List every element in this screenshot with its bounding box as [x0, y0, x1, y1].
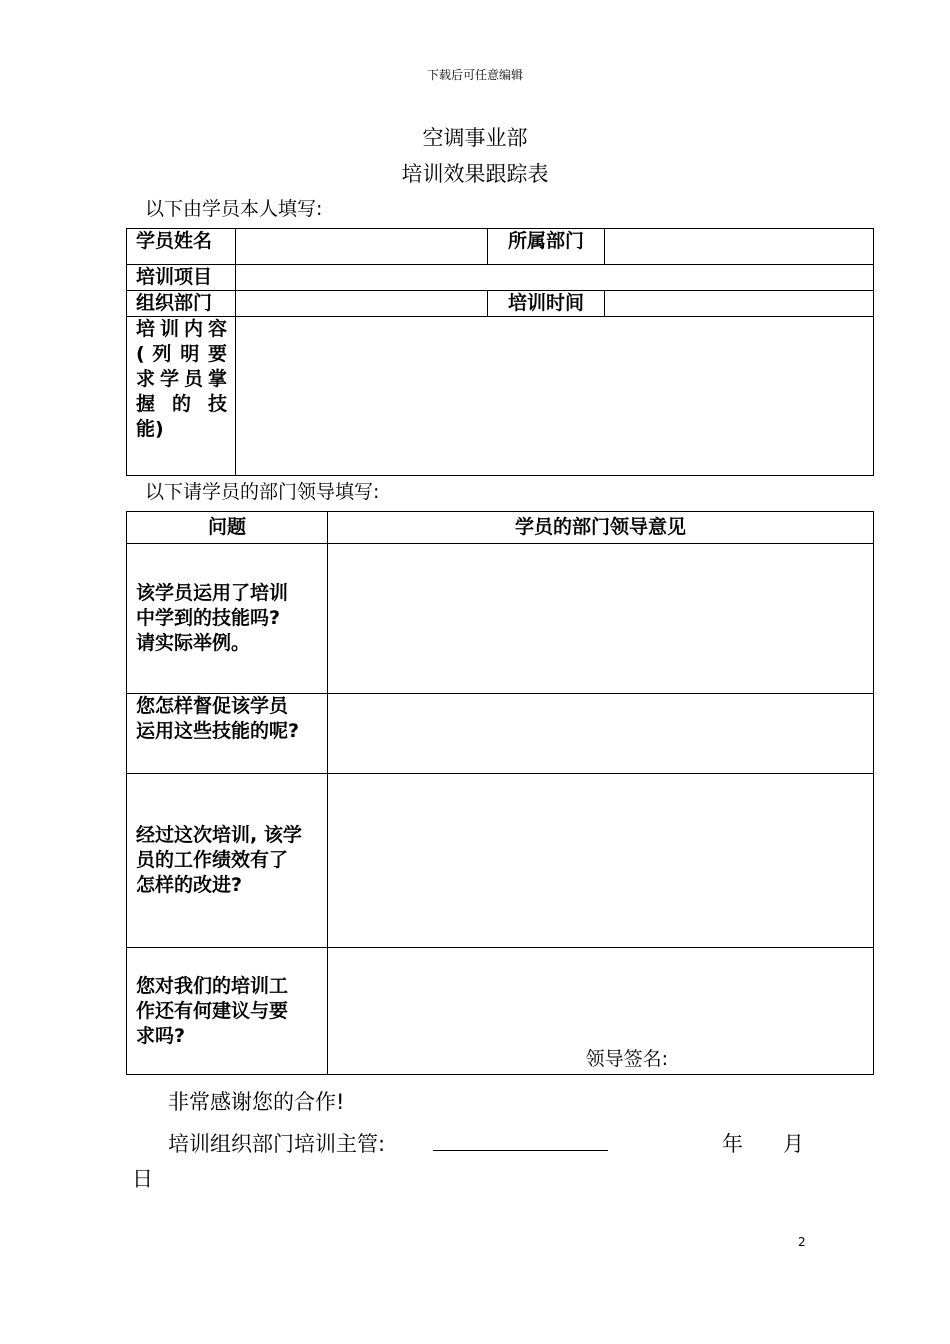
training-time-label: 培训时间	[488, 291, 605, 317]
answer-4-field[interactable]	[328, 948, 874, 1075]
content-label-line3: 求学员掌	[136, 368, 227, 390]
question-1	[127, 544, 328, 694]
student-name-field[interactable]	[236, 229, 488, 265]
title-department: 空调事业部	[422, 126, 528, 150]
header-note: 下载后可任意编辑	[426, 68, 523, 82]
content-label-line4: 握 的 技	[136, 393, 227, 415]
answer-3-field[interactable]	[328, 774, 874, 948]
opinion-header: 学员的部门领导意见	[328, 512, 874, 544]
q4-line2: 作还有何建议与要	[136, 999, 289, 1022]
content-label-line2: ( 列 明 要	[136, 343, 227, 365]
training-content-label	[127, 317, 236, 476]
title-form: 培训效果跟踪表	[401, 162, 549, 186]
q3-line2: 员的工作绩效有了	[136, 849, 289, 871]
q1-line2: 中学到的技能吗?	[136, 607, 281, 629]
organizing-dept-field[interactable]	[236, 291, 488, 317]
page-number: 2	[798, 1235, 806, 1249]
student-info-table	[126, 228, 874, 476]
answer-1-field[interactable]	[328, 544, 874, 694]
q4-line3: 求吗?	[136, 1024, 186, 1047]
student-name-label: 学员姓名	[127, 229, 236, 265]
section2-label: 以下请学员的部门领导填写:	[145, 481, 380, 503]
training-time-field[interactable]	[605, 291, 874, 317]
department-field[interactable]	[605, 229, 874, 265]
q2-line2: 运用这些技能的呢?	[136, 720, 300, 742]
training-content-field[interactable]	[236, 317, 874, 476]
question-header: 问题	[127, 512, 328, 544]
question-4	[127, 948, 328, 1075]
supervisor-label: 培训组织部门培训主管:	[168, 1132, 386, 1156]
training-project-field[interactable]	[236, 265, 874, 291]
section1-label: 以下由学员本人填写:	[145, 198, 323, 220]
content-label-line5: 能)	[136, 418, 164, 440]
question-3	[127, 774, 328, 948]
month-label: 月	[783, 1132, 804, 1156]
leader-signature-label: 领导签名:	[585, 1048, 668, 1070]
supervisor-signature-line[interactable]	[433, 1150, 608, 1151]
content-label-line1: 培训内容	[136, 318, 227, 340]
q3-line3: 怎样的改进?	[136, 874, 243, 896]
training-project-label: 培训项目	[127, 265, 236, 291]
department-label: 所属部门	[488, 229, 605, 265]
year-label: 年	[722, 1132, 743, 1156]
day-label: 日	[132, 1167, 153, 1191]
q4-line1: 您对我们的培训工	[136, 974, 289, 997]
thanks-text: 非常感谢您的合作!	[168, 1090, 345, 1114]
q1-line3: 请实际举例。	[136, 632, 251, 654]
question-2	[127, 694, 328, 774]
leader-feedback-table	[126, 511, 874, 1075]
organizing-dept-label: 组织部门	[127, 291, 236, 317]
answer-2-field[interactable]	[328, 694, 874, 774]
q1-line1: 该学员运用了培训	[136, 582, 289, 604]
q2-line1: 您怎样督促该学员	[136, 695, 289, 717]
q3-line1: 经过这次培训, 该学	[136, 824, 302, 846]
